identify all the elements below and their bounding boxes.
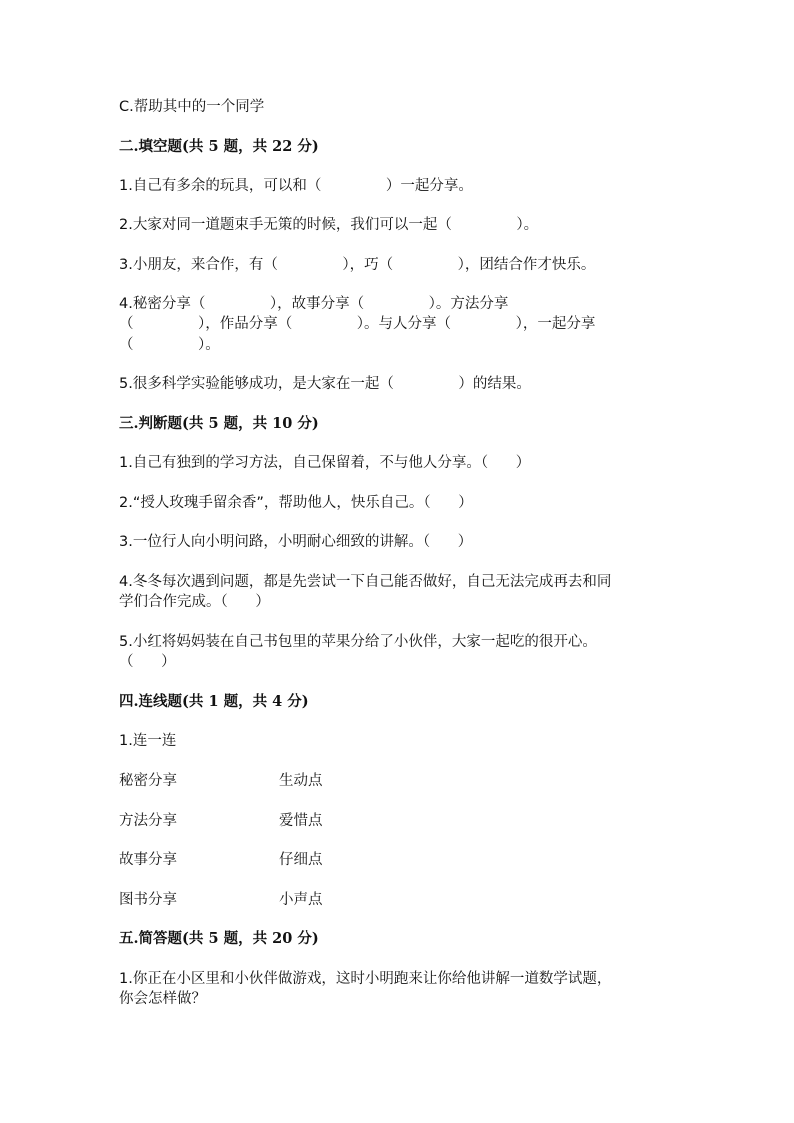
fill-question-3: 3.小朋友，来合作，有（ ），巧（ ），团结合作才快乐。 bbox=[119, 257, 596, 273]
judgment-question-4-line-2: 学们合作完成。（ ） bbox=[119, 594, 270, 610]
section-matching-heading: 四.连线题(共 1 题，共 4 分) bbox=[119, 693, 309, 710]
section-fill-in-heading: 二.填空题(共 5 题，共 22 分) bbox=[119, 138, 319, 155]
matching-question-1: 1.连一连 bbox=[119, 733, 177, 749]
matching-right-item: 小声点 bbox=[279, 892, 323, 908]
judgment-question-3: 3.一位行人向小明问路，小明耐心细致的讲解。（ ） bbox=[119, 534, 473, 550]
fill-question-2: 2.大家对同一道题束手无策的时候，我们可以一起（ ）。 bbox=[119, 217, 539, 233]
short-answer-question-1-line-2: 你会怎样做？ bbox=[119, 991, 206, 1007]
matching-pair bbox=[119, 811, 419, 831]
fill-question-4-line-2: （ ），作品分享（ ）。与人分享（ ），一起分享 bbox=[119, 316, 596, 332]
section-judgment-heading: 三.判断题(共 5 题，共 10 分) bbox=[119, 415, 319, 432]
judgment-question-2: 2.“授人玫瑰手留余香”，帮助他人，快乐自己。（ ） bbox=[119, 495, 473, 511]
matching-left-item: 方法分享 bbox=[119, 813, 177, 829]
judgment-question-4-line-1: 4.冬冬每次遇到问题，都是先尝试一下自己能否做好，自己无法完成再去和同 bbox=[119, 574, 612, 590]
matching-left-item: 图书分享 bbox=[119, 892, 177, 908]
matching-pair bbox=[119, 890, 419, 910]
matching-left-item: 故事分享 bbox=[119, 852, 177, 868]
section-short-answer-heading: 五.简答题(共 5 题，共 20 分) bbox=[119, 930, 319, 947]
fill-question-4-line-1: 4.秘密分享（ ），故事分享（ ）。方法分享 bbox=[119, 296, 509, 312]
judgment-question-5-line-2: （ ） bbox=[119, 654, 176, 670]
fill-question-1: 1.自己有多余的玩具，可以和（ ）一起分享。 bbox=[119, 178, 473, 194]
fill-question-4-line-3: （ ）。 bbox=[119, 337, 220, 353]
fill-question-5: 5.很多科学实验能够成功，是大家在一起（ ）的结果。 bbox=[119, 376, 531, 392]
matching-pair bbox=[119, 850, 419, 870]
short-answer-question-1-line-1: 1.你正在小区里和小伙伴做游戏，这时小明跑来让你给他讲解一道数学试题， bbox=[119, 971, 612, 987]
matching-pair bbox=[119, 771, 419, 791]
matching-right-item: 仔细点 bbox=[279, 852, 323, 868]
judgment-question-1: 1.自己有独到的学习方法，自己保留着，不与他人分享。（ ） bbox=[119, 455, 531, 471]
judgment-question-5-line-1: 5.小红将妈妈装在自己书包里的苹果分给了小伙伴，大家一起吃的很开心。 bbox=[119, 634, 597, 650]
matching-right-item: 生动点 bbox=[279, 773, 323, 789]
matching-right-item: 爱惜点 bbox=[279, 813, 323, 829]
matching-left-item: 秘密分享 bbox=[119, 773, 177, 789]
option-c: C.帮助其中的一个同学 bbox=[119, 99, 265, 115]
